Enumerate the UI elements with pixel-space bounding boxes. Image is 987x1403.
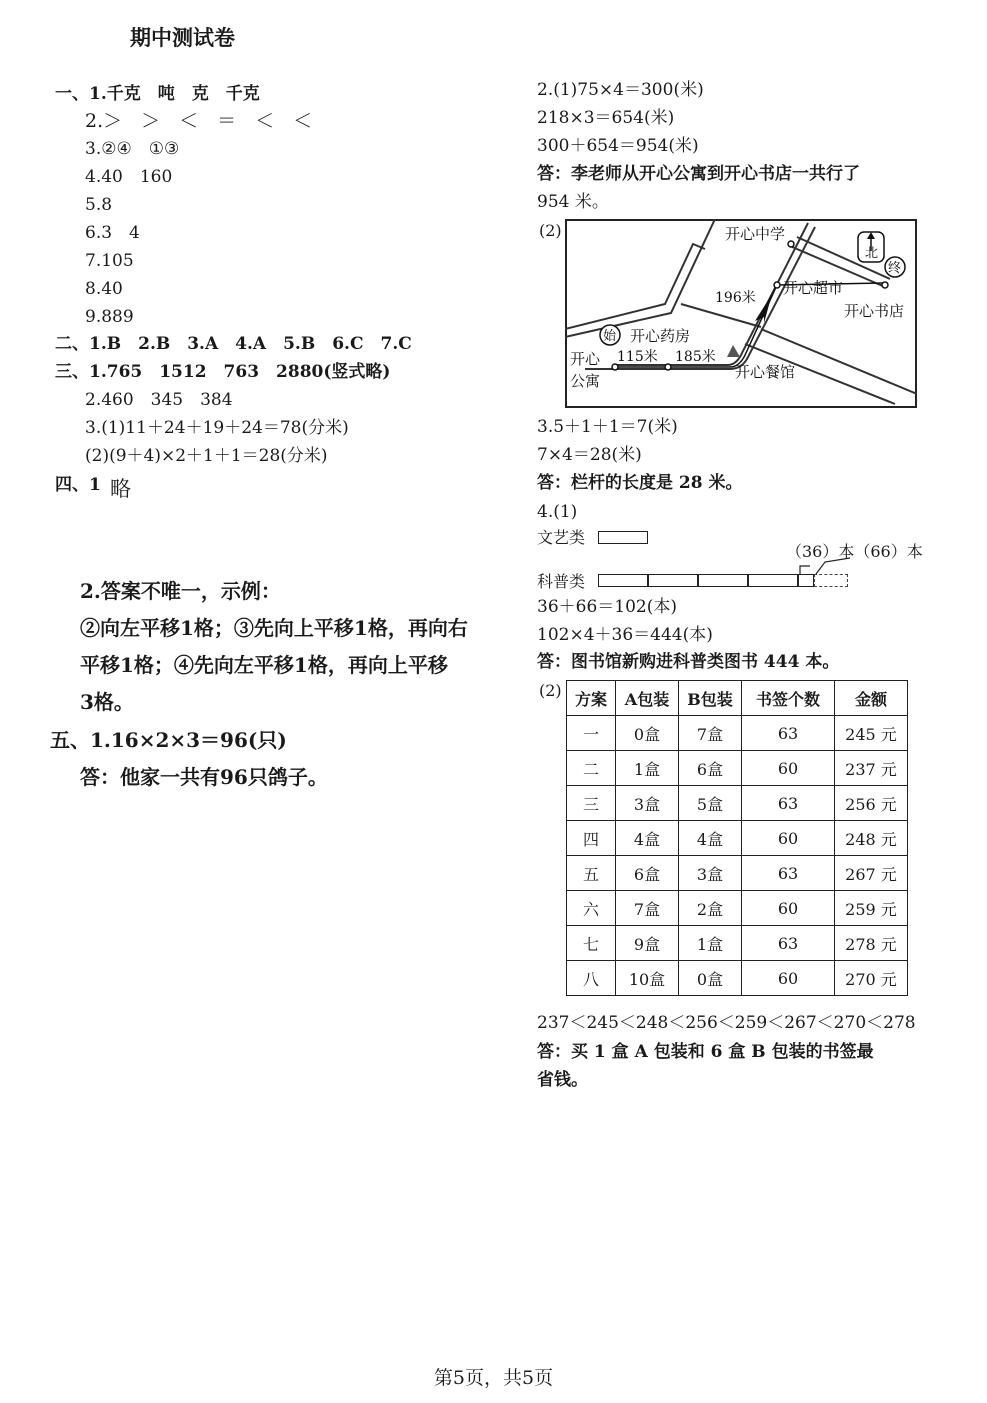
s1-q8: 8.40 bbox=[85, 279, 123, 299]
s4-q2-line2: 平移1格；④先向左平移1格，再向上平移 bbox=[80, 653, 448, 677]
label-wenyi: 文艺类 bbox=[537, 528, 586, 547]
s3-q2: 2.460 345 384 bbox=[85, 390, 233, 410]
page-footer: 第5页，共5页 bbox=[433, 1367, 554, 1389]
s3-q3a: 3.(1)11＋24＋19＋24＝78(分米) bbox=[85, 418, 349, 438]
cell-plan: 三 bbox=[567, 786, 616, 821]
r-q3-answer: 答：栏杆的长度是 28 米。 bbox=[537, 473, 743, 493]
table-row bbox=[567, 961, 908, 996]
cell-a: 6盒 bbox=[616, 856, 679, 891]
cell-amount: 259 元 bbox=[835, 891, 908, 926]
page-title: 期中测试卷 bbox=[130, 25, 235, 50]
cell-amount: 248 元 bbox=[835, 821, 908, 856]
s1-q7: 7.105 bbox=[85, 251, 134, 271]
cell-plan: 七 bbox=[567, 926, 616, 961]
cell-count: 60 bbox=[742, 821, 835, 856]
s4-q2-line3: 3格。 bbox=[80, 690, 134, 714]
bookstore-dot bbox=[882, 282, 888, 288]
th-b-pack: B包装 bbox=[679, 681, 742, 716]
s4-q1-label: 四、1 bbox=[55, 475, 101, 495]
cell-count: 60 bbox=[742, 751, 835, 786]
r-q3-line2: 7×4＝28(米) bbox=[537, 445, 642, 465]
s1-q6: 6.3 4 bbox=[85, 223, 140, 243]
cell-plan: 六 bbox=[567, 891, 616, 926]
cell-a: 1盒 bbox=[616, 751, 679, 786]
label-bookstore: 开心书店 bbox=[844, 302, 905, 320]
cell-count: 63 bbox=[742, 926, 835, 961]
cell-amount: 267 元 bbox=[835, 856, 908, 891]
cell-amount: 278 元 bbox=[835, 926, 908, 961]
r-q2-answer-cont: 954 米。 bbox=[537, 192, 609, 212]
table-header-row bbox=[567, 681, 908, 716]
label-115: 115米 bbox=[617, 349, 658, 365]
th-a-pack: A包装 bbox=[616, 681, 679, 716]
cell-b: 3盒 bbox=[679, 856, 742, 891]
cell-plan: 五 bbox=[567, 856, 616, 891]
label-end: 终 bbox=[888, 261, 902, 276]
r-q2-line3: 300＋654＝954(米) bbox=[537, 136, 699, 156]
s1-q5: 5.8 bbox=[85, 195, 113, 215]
cell-amount: 256 元 bbox=[835, 786, 908, 821]
cell-amount: 245 元 bbox=[835, 716, 908, 751]
school-dot bbox=[788, 241, 794, 247]
r-q2-part2: (2) bbox=[539, 221, 562, 240]
th-plan: 方案 bbox=[567, 681, 616, 716]
table-row bbox=[567, 751, 908, 786]
table-row bbox=[567, 926, 908, 961]
cell-b: 0盒 bbox=[679, 961, 742, 996]
cell-count: 63 bbox=[742, 856, 835, 891]
final-answer-1: 答：买 1 盒 A 包装和 6 盒 B 包装的书签最 bbox=[537, 1042, 874, 1062]
label-start: 始 bbox=[603, 329, 617, 344]
r-q2-answer: 答：李老师从开心公寓到开心书店一共行了 bbox=[537, 164, 860, 184]
s5-q1: 五、1.16×2×3＝96(只) bbox=[50, 728, 287, 752]
supermarket-dot bbox=[774, 282, 780, 288]
label-196: 196米 bbox=[715, 290, 756, 306]
cell-plan: 一 bbox=[567, 716, 616, 751]
r-q2-line2: 218×3＝654(米) bbox=[537, 108, 675, 128]
cell-b: 5盒 bbox=[679, 786, 742, 821]
label-pharmacy: 开心药房 bbox=[630, 327, 691, 345]
r-q4-answer: 答：图书馆新购进科普类图书 444 本。 bbox=[537, 652, 840, 672]
cell-b: 4盒 bbox=[679, 821, 742, 856]
label-north: 北 bbox=[865, 246, 879, 261]
plan-table bbox=[566, 680, 908, 996]
s1-q1: 一、1.千克 吨 克 千克 bbox=[55, 84, 260, 104]
diagram-note: （36）本（66）本 bbox=[786, 542, 923, 561]
label-185: 185米 bbox=[675, 349, 716, 365]
comparison-line: 237＜245＜248＜256＜259＜267＜270＜278 bbox=[537, 1013, 916, 1033]
r-q3-line1: 3.5＋1＋1＝7(米) bbox=[537, 417, 678, 437]
table-row bbox=[567, 786, 908, 821]
cell-count: 63 bbox=[742, 786, 835, 821]
cell-b: 7盒 bbox=[679, 716, 742, 751]
cell-count: 60 bbox=[742, 891, 835, 926]
cell-count: 60 bbox=[742, 961, 835, 996]
s1-q4: 4.40 160 bbox=[85, 167, 173, 187]
s5-q1-answer: 答：他家一共有96只鸽子。 bbox=[80, 765, 328, 789]
s3-q3b: (2)(9＋4)×2＋1＋1＝28(分米) bbox=[85, 446, 328, 466]
s3-q1: 三、1.765 1512 763 2880(竖式略) bbox=[55, 362, 391, 382]
cell-a: 9盒 bbox=[616, 926, 679, 961]
label-apartment-1: 开心 bbox=[570, 350, 601, 368]
cell-count: 63 bbox=[742, 716, 835, 751]
r-q4-line2: 36＋66＝102(本) bbox=[537, 597, 677, 617]
cell-plan: 二 bbox=[567, 751, 616, 786]
table-row bbox=[567, 821, 908, 856]
table-row bbox=[567, 891, 908, 926]
route-map bbox=[565, 219, 917, 408]
wenyi-bar bbox=[598, 531, 648, 544]
brace-lines bbox=[790, 556, 860, 576]
s4-q1-answer: 略 bbox=[110, 477, 131, 501]
label-supermarket: 开心超市 bbox=[783, 279, 844, 297]
s2-answers: 二、1.B 2.B 3.A 4.A 5.B 6.C 7.C bbox=[55, 334, 412, 354]
cell-plan: 八 bbox=[567, 961, 616, 996]
r-q4-line3: 102×4＋36＝444(本) bbox=[537, 625, 713, 645]
cell-amount: 270 元 bbox=[835, 961, 908, 996]
table-row bbox=[567, 716, 908, 751]
s1-q3: 3.②④ ①③ bbox=[85, 139, 180, 159]
kepu-bar-1 bbox=[598, 574, 648, 587]
s1-q9: 9.889 bbox=[85, 307, 134, 327]
th-count: 书签个数 bbox=[742, 681, 835, 716]
cell-amount: 237 元 bbox=[835, 751, 908, 786]
s4-q2-line1: ②向左平移1格；③先向上平移1格，再向右 bbox=[80, 616, 468, 640]
pharmacy-dot bbox=[665, 364, 671, 370]
th-amount: 金额 bbox=[835, 681, 908, 716]
kepu-bar-2 bbox=[648, 574, 698, 587]
cell-b: 6盒 bbox=[679, 751, 742, 786]
cell-a: 0盒 bbox=[616, 716, 679, 751]
r-q2-line1: 2.(1)75×4＝300(米) bbox=[537, 80, 704, 100]
cell-a: 7盒 bbox=[616, 891, 679, 926]
r-q4-part2: (2) bbox=[539, 681, 562, 700]
cell-b: 1盒 bbox=[679, 926, 742, 961]
cell-a: 10盒 bbox=[616, 961, 679, 996]
cell-a: 3盒 bbox=[616, 786, 679, 821]
label-apartment-2: 公寓 bbox=[570, 372, 601, 390]
table-row bbox=[567, 856, 908, 891]
final-answer-2: 省钱。 bbox=[537, 1070, 588, 1090]
s4-q2-intro: 2.答案不唯一，示例： bbox=[80, 579, 281, 603]
s1-q2: 2.＞ ＞ ＜ ＝ ＜ ＜ bbox=[85, 110, 313, 132]
cell-a: 4盒 bbox=[616, 821, 679, 856]
r-q4-part1: 4.(1) bbox=[537, 502, 578, 522]
label-restaurant: 开心餐馆 bbox=[735, 363, 796, 381]
kepu-bar-3 bbox=[698, 574, 748, 587]
cell-b: 2盒 bbox=[679, 891, 742, 926]
label-school: 开心中学 bbox=[725, 225, 786, 243]
label-kepu: 科普类 bbox=[537, 572, 586, 591]
cell-plan: 四 bbox=[567, 821, 616, 856]
